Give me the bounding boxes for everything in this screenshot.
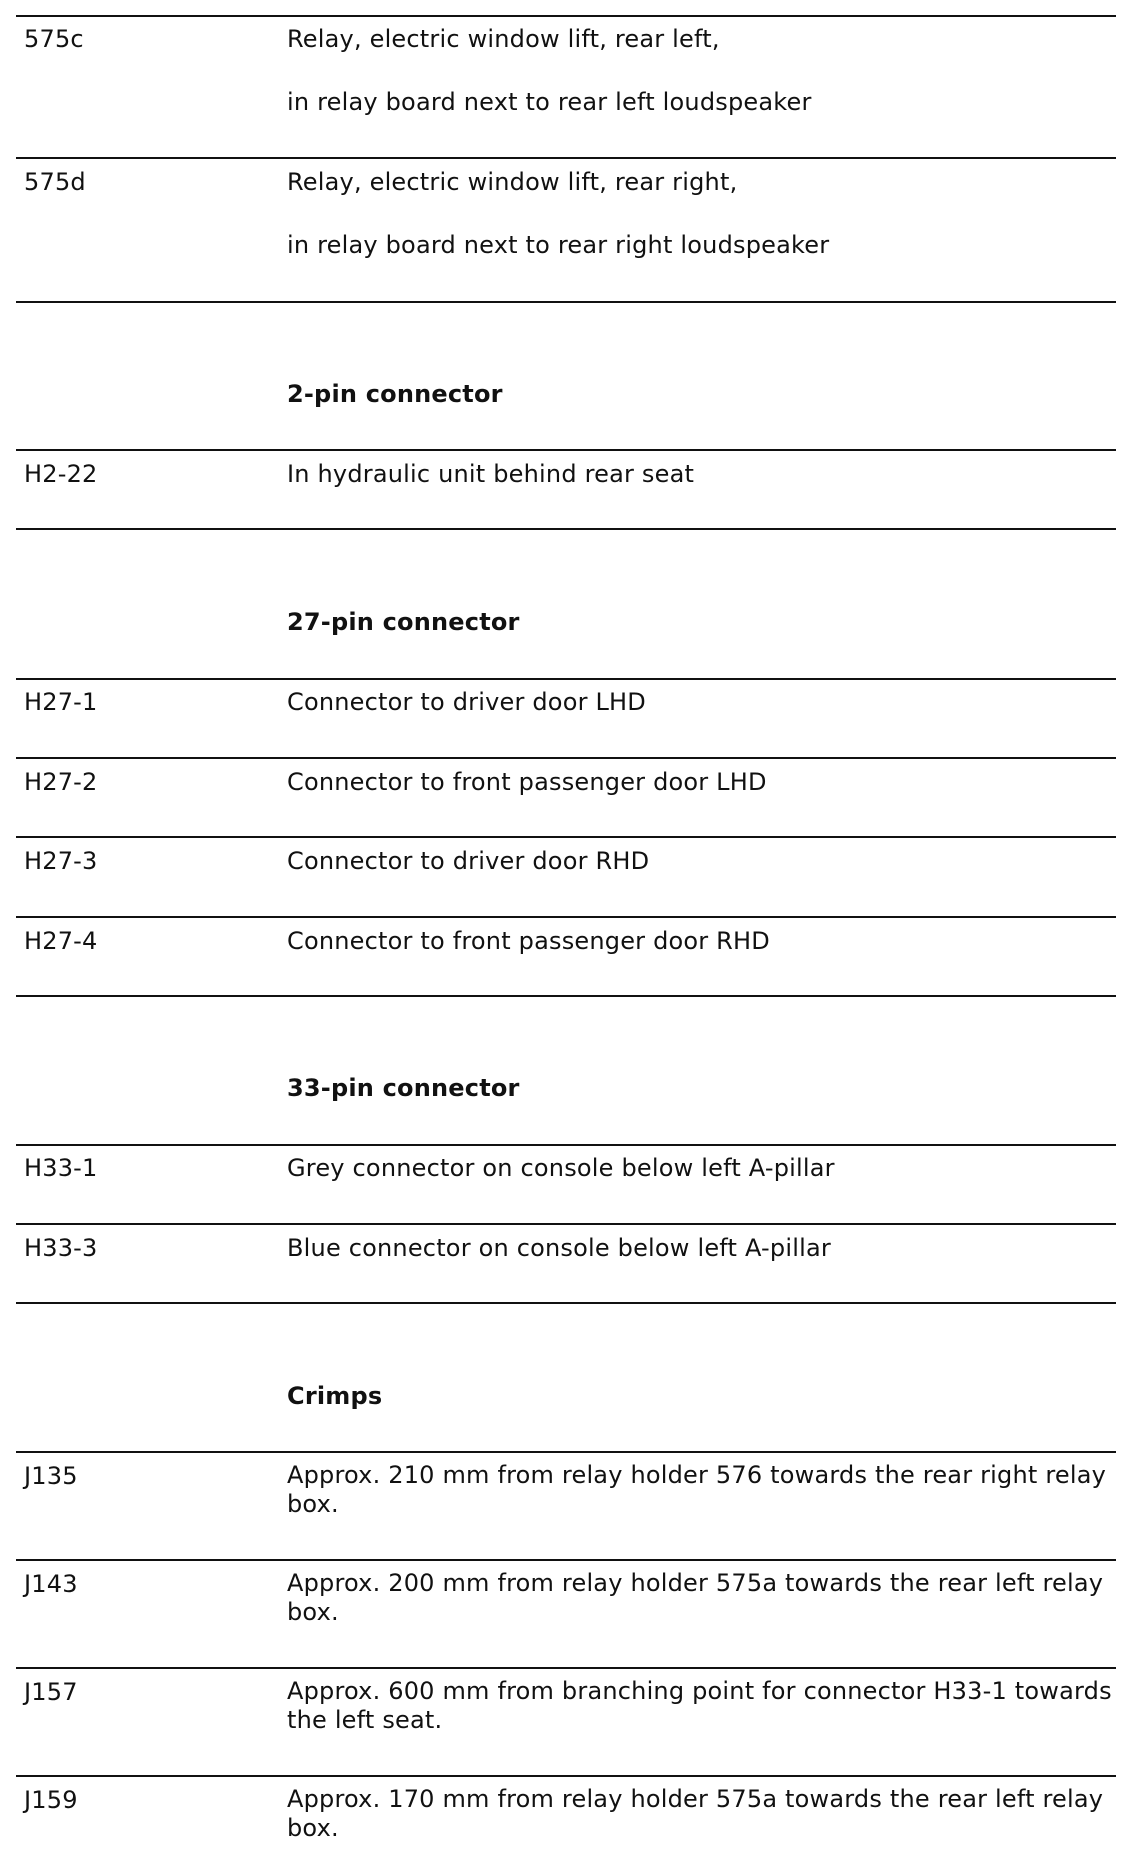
row-code: J159 [24, 1786, 78, 1814]
table-rule [16, 1223, 1116, 1225]
row-description-line2: in relay board next to rear right loudspeaker [287, 231, 830, 259]
table-rule [16, 757, 1116, 759]
row-code: H27-4 [24, 927, 98, 955]
row-code: H2-22 [24, 460, 98, 488]
row-code: H27-2 [24, 768, 98, 796]
row-description: Approx. 600 mm from branching point for connector H33-1 towards the left seat. [287, 1677, 1112, 1734]
table-rule [16, 1667, 1116, 1669]
table-rule [16, 1144, 1116, 1146]
row-description: In hydraulic unit behind rear seat [287, 460, 695, 488]
table-rule [16, 157, 1116, 159]
table-rule [16, 678, 1116, 680]
row-description-line2: in relay board next to rear left loudspeaker [287, 88, 812, 116]
row-description: Approx. 170 mm from relay holder 575a towards the rear left relay box. [287, 1785, 1104, 1842]
table-rule [16, 1302, 1116, 1304]
row-code: J157 [24, 1678, 78, 1706]
row-code: H33-3 [24, 1234, 98, 1262]
row-description: Connector to front passenger door LHD [287, 768, 767, 796]
row-description: Blue connector on console below left A-pillar [287, 1234, 831, 1262]
row-description: Connector to driver door RHD [287, 847, 650, 875]
row-description: Approx. 210 mm from relay holder 576 towards the rear right relay box. [287, 1461, 1107, 1518]
row-description: Grey connector on console below left A-pillar [287, 1154, 835, 1182]
row-description: Relay, electric window lift, rear right, [287, 168, 738, 196]
row-description: Relay, electric window lift, rear left, [287, 25, 720, 53]
table-rule [16, 15, 1116, 17]
table-rule [16, 995, 1116, 997]
row-code: J143 [24, 1570, 78, 1598]
table-rule [16, 1559, 1116, 1561]
section-heading-crimps: Crimps [287, 1382, 383, 1410]
table-rule [16, 836, 1116, 838]
table-rule [16, 916, 1116, 918]
section-heading-27-pin: 27-pin connector [287, 608, 520, 636]
row-description: Connector to driver door LHD [287, 688, 646, 716]
table-rule [16, 449, 1116, 451]
row-code: H27-1 [24, 688, 98, 716]
row-description: Approx. 200 mm from relay holder 575a towards the rear left relay box. [287, 1569, 1104, 1626]
row-code: 575c [24, 25, 84, 53]
row-code: 575d [24, 168, 86, 196]
table-rule [16, 1775, 1116, 1777]
row-code: H27-3 [24, 847, 98, 875]
row-code: H33-1 [24, 1154, 98, 1182]
row-code: J135 [24, 1462, 78, 1490]
table-rule [16, 528, 1116, 530]
section-heading-2-pin: 2-pin connector [287, 380, 503, 408]
table-rule [16, 301, 1116, 303]
table-rule [16, 1451, 1116, 1453]
section-heading-33-pin: 33-pin connector [287, 1074, 520, 1102]
row-description: Connector to front passenger door RHD [287, 927, 770, 955]
